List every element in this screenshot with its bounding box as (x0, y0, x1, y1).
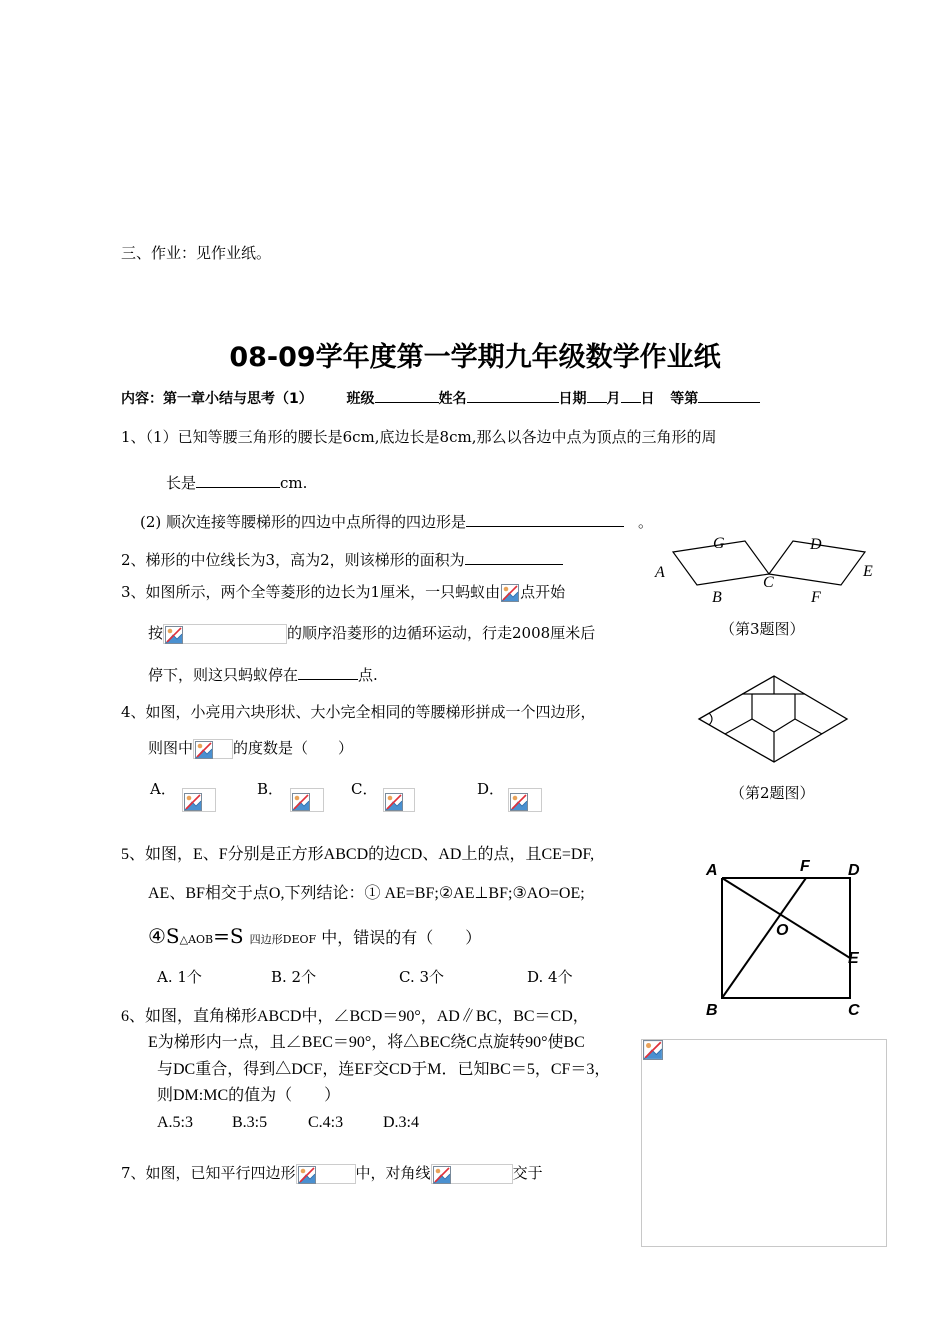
day-blank[interactable] (621, 387, 641, 403)
q5-sub-1: △AOB (179, 933, 214, 946)
q2-text: 2、梯形的中位线长为3，高为2，则该梯形的面积为 (121, 551, 465, 569)
broken-image-icon (193, 739, 233, 759)
q5-s-2: =S (213, 924, 244, 948)
q3-line1-pre: 3、如图所示，两个全等菱形的边长为1厘米，一只蚂蚁由 (121, 583, 501, 601)
option-label: C． (351, 780, 378, 798)
grade-label: 等第 (670, 391, 699, 407)
label-b: B (712, 589, 722, 606)
grade-blank[interactable] (698, 387, 760, 403)
label-f: F (800, 858, 810, 875)
q3-line1-post: 点开始 (520, 583, 566, 601)
option-label: B． (257, 780, 284, 798)
q3-line1 (121, 582, 565, 603)
q7-mid: 中，对角线 (355, 1164, 431, 1182)
q1-part2-post: 。 (638, 513, 654, 531)
broken-image-icon (500, 583, 520, 603)
label-d: D (810, 536, 822, 553)
q6-option-a[interactable]: A.5:3 (157, 1114, 193, 1131)
q4-option-b[interactable] (257, 779, 283, 799)
broken-image-icon (290, 788, 324, 812)
q3-line2 (148, 623, 595, 644)
q1-line2-pre: 长是 (166, 474, 197, 492)
q5-option-b[interactable]: B. 2个 (271, 968, 317, 986)
broken-image-icon (383, 788, 415, 812)
q4-line2 (148, 738, 353, 759)
q5-option-c[interactable]: C. 3个 (399, 968, 445, 986)
broken-image-icon (431, 1164, 513, 1184)
month-blank[interactable] (587, 387, 607, 403)
q6-option-d[interactable]: D.3:4 (383, 1114, 419, 1131)
q4-line2-pre: 则图中 (148, 739, 194, 757)
q7-post: 交于 (512, 1164, 543, 1182)
date-label: 日期 (558, 391, 587, 407)
q1-part2-pre: (2) 顺次连接等腰梯形的四边中点所得的四边形是 (140, 513, 467, 531)
q5-option-a[interactable]: A. 1个 (157, 968, 202, 986)
name-blank[interactable] (467, 387, 559, 403)
broken-image-icon (296, 1164, 356, 1184)
square-figure (700, 853, 870, 1023)
broken-image-icon (163, 624, 287, 644)
class-blank[interactable] (375, 387, 439, 403)
q4-option-d[interactable] (477, 779, 504, 799)
broken-image-icon (643, 1040, 663, 1060)
q5-s-1: ④S (148, 924, 180, 948)
q2-line (121, 548, 563, 570)
day-label: 日 (640, 391, 655, 407)
rhombus-figure (650, 530, 890, 610)
q1-part2-blank[interactable] (466, 510, 624, 527)
label-e: E (863, 563, 873, 580)
broken-image-icon (182, 788, 216, 812)
q6-option-c[interactable]: C.4:3 (308, 1114, 344, 1131)
q4-option-a[interactable] (150, 779, 176, 799)
q1-answer-blank[interactable] (196, 471, 280, 488)
q1-line2-post: cm. (280, 474, 308, 492)
label-e: E (848, 950, 859, 967)
label-c: C (763, 574, 774, 591)
q2-answer-blank[interactable] (465, 548, 563, 565)
q7-pre: 7、如图，已知平行四边形 (121, 1164, 296, 1182)
figure3-caption: （第3题图） (720, 620, 805, 638)
option-label: D． (477, 780, 505, 798)
q1-line2 (166, 471, 307, 493)
q3-line3-post: 点. (358, 666, 378, 684)
q3-answer-blank[interactable] (298, 663, 358, 680)
label-o: O (776, 922, 789, 939)
figure2-caption: （第2题图） (730, 784, 815, 802)
broken-image-frame (641, 1039, 887, 1247)
q3-line3 (148, 663, 378, 685)
label-b: B (706, 1002, 718, 1019)
header-line (121, 387, 760, 409)
q4-line1: 4、如图，小亮用六块形状、大小完全相同的等腰梯形拼成一个四边形， (121, 703, 596, 721)
q5-sub-2: 四边形DEOF (249, 933, 317, 946)
option-label: A． (150, 780, 176, 798)
label-a: A (655, 564, 665, 581)
q1-part2 (140, 510, 653, 532)
label-d: D (848, 862, 860, 879)
q6-option-b[interactable]: B.3:5 (232, 1114, 268, 1131)
q4-option-c[interactable] (351, 779, 377, 799)
name-label: 姓名 (438, 391, 467, 407)
class-label: 班级 (346, 391, 375, 407)
label-c: C (848, 1002, 860, 1019)
trapezoid-figure (695, 670, 855, 770)
month-label: 月 (606, 391, 621, 407)
q5-option-d[interactable]: D. 4个 (527, 968, 573, 986)
header-content: 内容：第一章小结与思考（1） (121, 391, 313, 407)
q1-line1: 1、（1）已知等腰三角形的腰长是6cm,底边长是8cm,那么以各边中点为顶点的三角形的周 (121, 428, 717, 446)
q6-line1: 6、如图，直角梯形ABCD中，∠BCD＝90°，AD∥BC，BC＝CD， (121, 1008, 589, 1025)
q6-line3: 与DC重合，得到△DCF，连EF交CD于M．已知BC＝5，CF＝3， (157, 1061, 611, 1078)
q5-line1: 5、如图，E、F分别是正方形ABCD的边CD、AD上的点，且CE=DF, (121, 846, 595, 863)
broken-image-icon (508, 788, 542, 812)
label-f: F (811, 589, 821, 606)
q3-line3-pre: 停下，则这只蚂蚁停在 (148, 666, 299, 684)
q4-line2-post: 的度数是（ ） (233, 739, 354, 757)
homework-line: 三、作业：见作业纸。 (121, 244, 272, 262)
q6-line2: E为梯形内一点，且∠BEC＝90°，将△BEC绕C点旋转90°使BC (148, 1034, 585, 1051)
label-a: A (706, 862, 718, 879)
q5-line3-rest: 中，错误的有（ ） (316, 928, 482, 947)
q7-line (121, 1163, 543, 1184)
q3-line2-pre: 按 (148, 624, 164, 642)
q5-line2: AE、BF相交于点O,下列结论：① AE=BF;②AE⊥BF;③AO=OE; (148, 885, 585, 902)
q5-line3 (148, 924, 481, 952)
page-title: 08-09学年度第一学期九年级数学作业纸 (229, 342, 721, 373)
label-g: G (713, 535, 725, 552)
q3-line2-post: 的顺序沿菱形的边循环运动，行走2008厘米后 (287, 624, 596, 642)
q6-line4: 则DM:MC的值为（ ） (157, 1087, 341, 1104)
